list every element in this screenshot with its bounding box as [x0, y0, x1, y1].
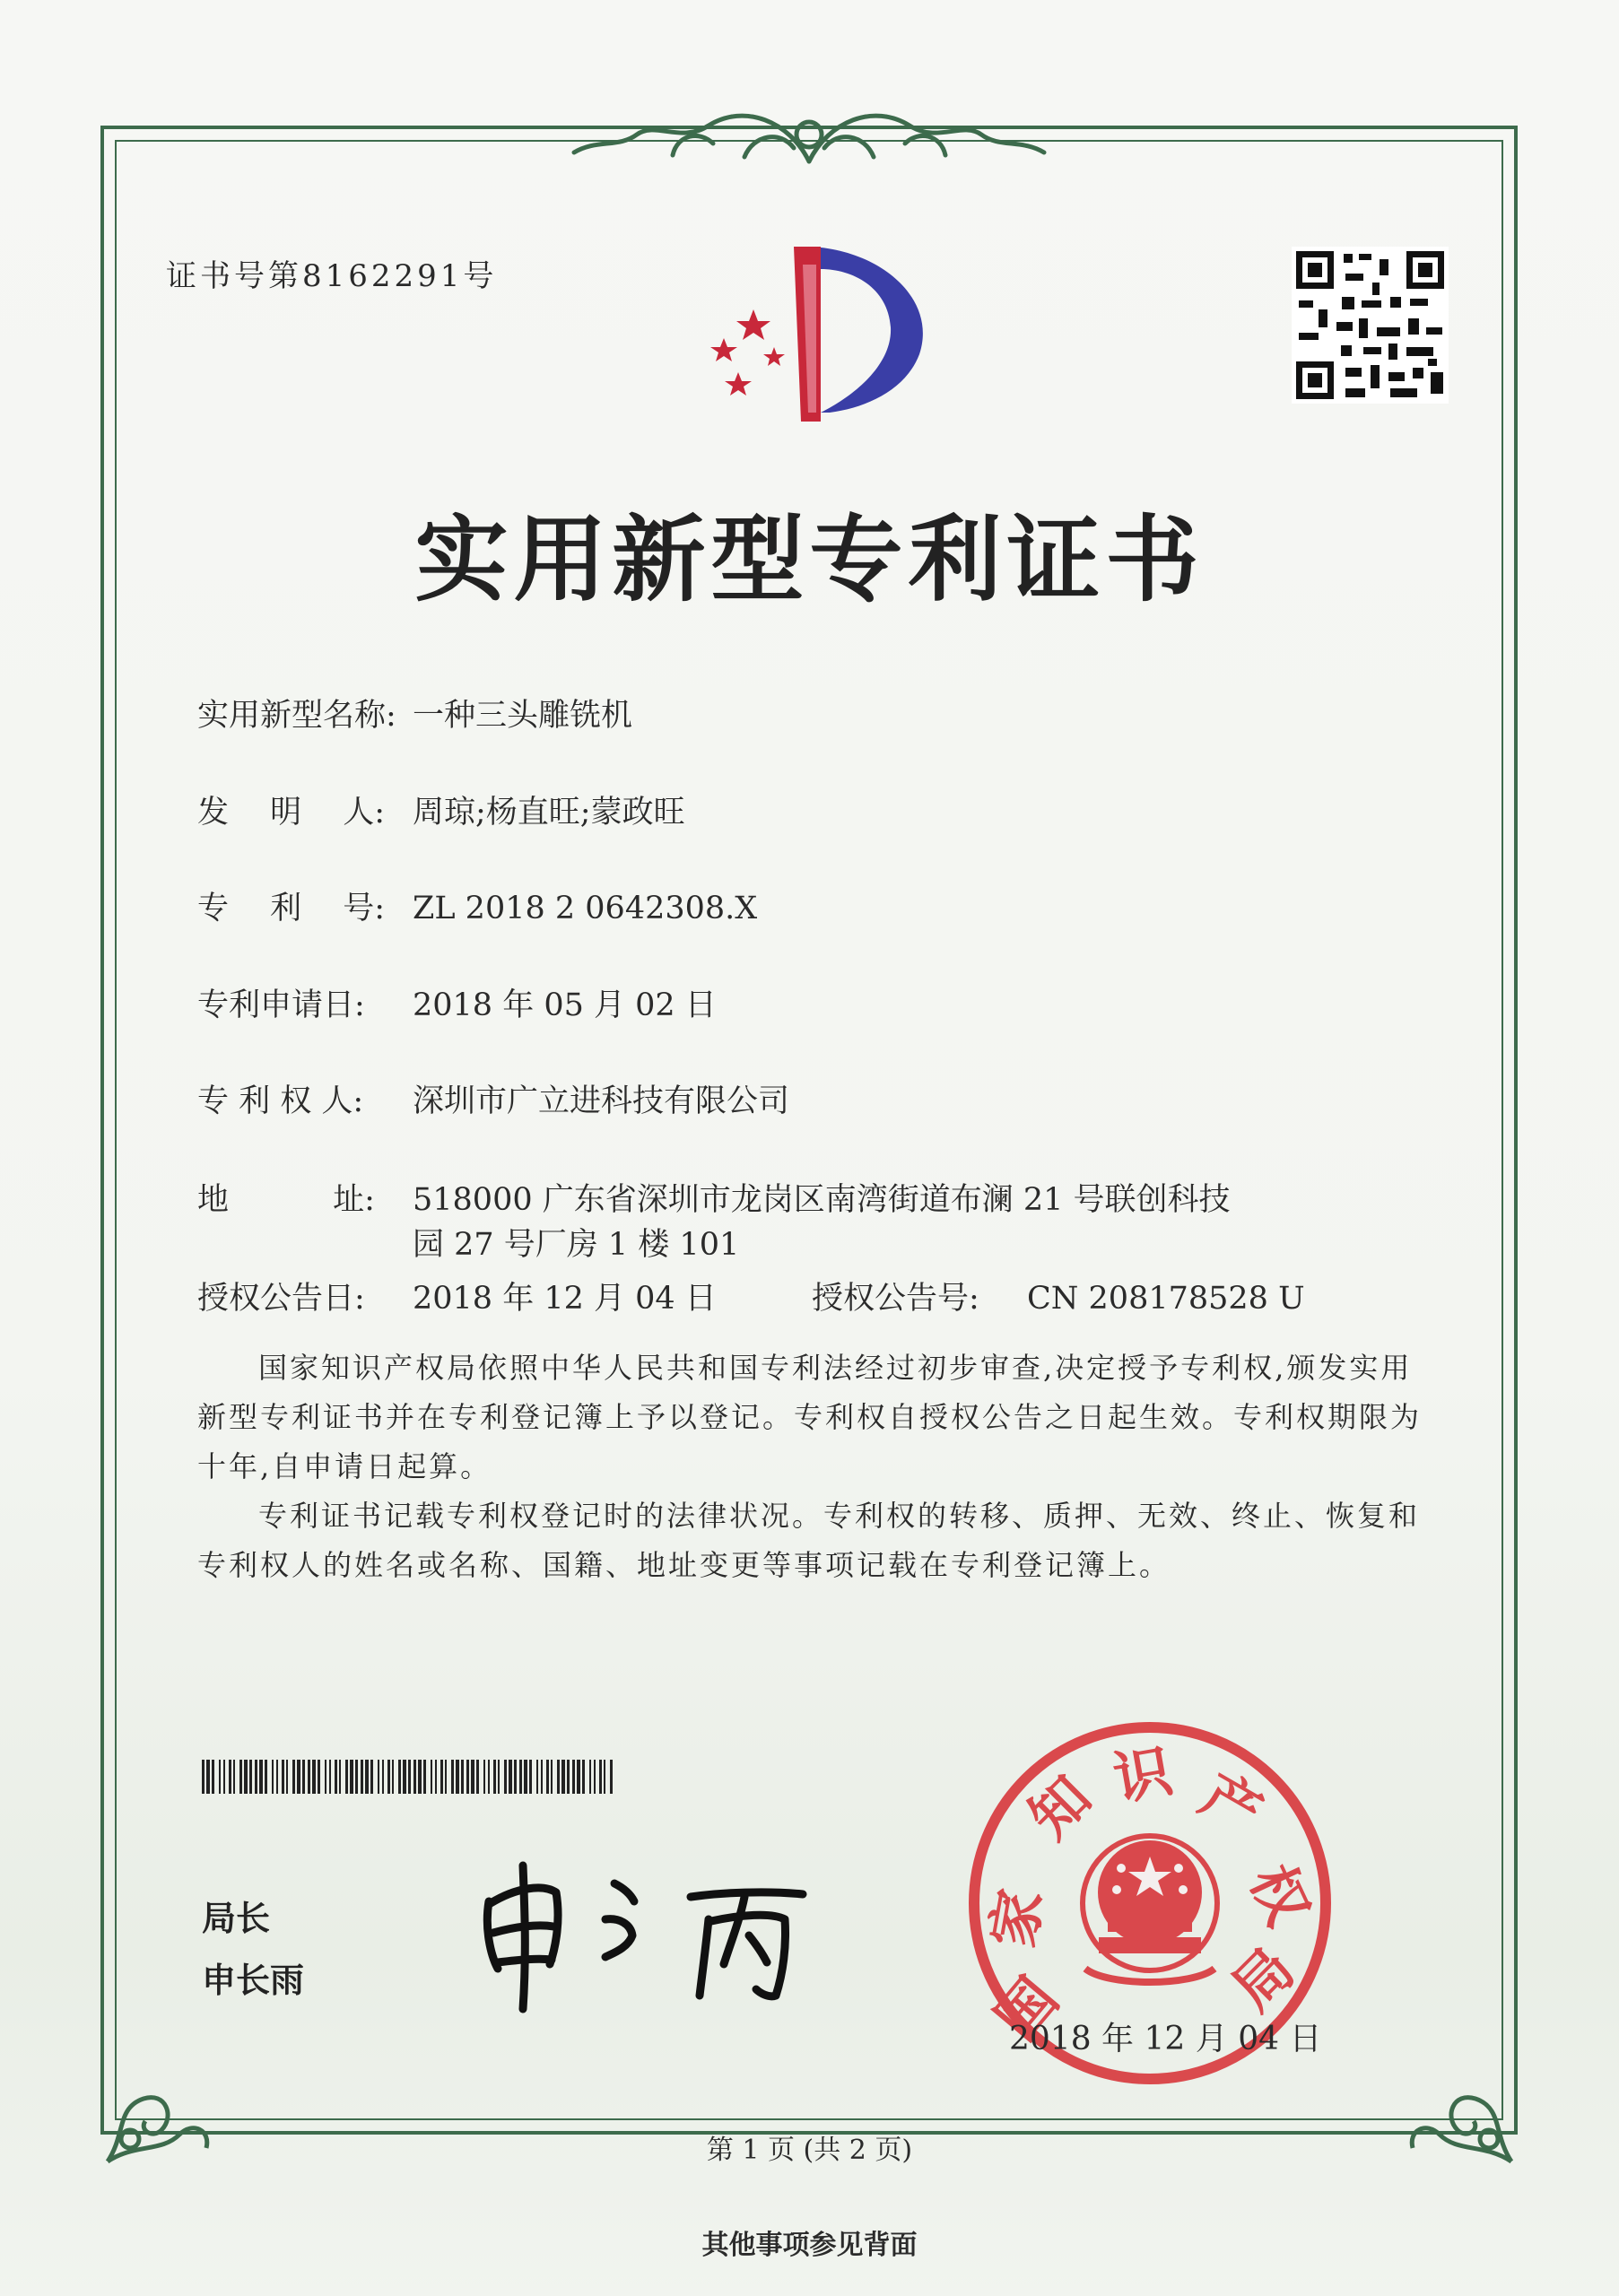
field-label: 专 利 权 人: — [197, 1083, 364, 1119]
field-grant-date — [197, 1274, 717, 1318]
page-number: 第 1 页 (共 2 页) — [706, 2135, 913, 2166]
field-value: 周琼;杨直旺;蒙政旺 — [413, 795, 685, 831]
field-value: ZL 2018 2 0642308.X — [413, 891, 758, 926]
field-value: 2018 年 12 月 04 日 — [413, 1281, 717, 1317]
field-label: 发 明 人: — [197, 795, 386, 831]
field-address — [197, 1175, 1231, 1220]
field-inventor — [197, 787, 685, 832]
svg-text:产: 产 — [1189, 1761, 1273, 1848]
official-name: 申长雨 — [202, 1961, 305, 2000]
official-title: 局长 — [202, 1899, 271, 1938]
footer-note: 其他事项参见背面 — [701, 2230, 918, 2261]
patent-office-logo-icon — [686, 238, 937, 426]
field-label: 授权公告日: — [197, 1281, 365, 1317]
certificate-title: 实用新型专利证书 — [414, 505, 1205, 614]
body-paragraph-1: 国家知识产权局依照中华人民共和国专利法经过初步审查,决定授予专利权,颁发实用新型专利证书并在专利登记簿上予以登记。专利权自授权公告之日起生效。专利权期限为十年,自申请日起算。 — [197, 1351, 1423, 1483]
seal-date: 2018 年 12 月 04 日 — [1009, 2021, 1322, 2057]
field-patent-number — [197, 883, 757, 928]
field-utility-model-name — [197, 691, 632, 735]
field-grant-number — [812, 1274, 1305, 1318]
field-value: 深圳市广立进科技有限公司 — [413, 1083, 790, 1119]
field-value: 518000 广东省深圳市龙岗区南湾街道布澜 21 号联创科技 — [413, 1182, 1231, 1218]
svg-text:家: 家 — [980, 1883, 1057, 1952]
field-address-line2: 园 27 号厂房 1 楼 101 — [413, 1227, 740, 1263]
barcode-icon — [202, 1760, 619, 1796]
certificate-number: 证书号第8162291号 — [166, 258, 498, 294]
field-value: CN 208178528 U — [1027, 1281, 1305, 1317]
field-patentee — [197, 1076, 789, 1121]
top-ornament-icon — [565, 85, 1054, 170]
body-paragraph-2: 专利证书记载专利权登记时的法律状况。专利权的转移、质押、无效、终止、恢复和专利权人的姓名或名称、国籍、地址变更等事项记载在专利登记簿上。 — [197, 1499, 1421, 1582]
handwritten-signature-icon — [471, 1848, 830, 2018]
field-application-date — [197, 980, 717, 1025]
svg-text:权: 权 — [1236, 1855, 1321, 1935]
field-label: 专 利 号: — [197, 891, 386, 926]
certificate-body — [197, 1344, 1426, 1590]
field-value: 2018 年 05 月 02 日 — [413, 987, 717, 1023]
field-value: 一种三头雕铣机 — [413, 698, 633, 734]
svg-text:识: 识 — [1109, 1738, 1178, 1814]
svg-text:知: 知 — [1016, 1764, 1105, 1852]
field-label: 地 址: — [197, 1182, 375, 1218]
field-label: 实用新型名称: — [197, 698, 396, 734]
qr-code-icon — [1292, 247, 1449, 404]
svg-text:局: 局 — [1220, 1935, 1309, 2024]
field-label: 授权公告号: — [812, 1281, 979, 1317]
field-label: 专利申请日: — [197, 987, 365, 1023]
svg-text:国: 国 — [983, 1966, 1072, 2053]
